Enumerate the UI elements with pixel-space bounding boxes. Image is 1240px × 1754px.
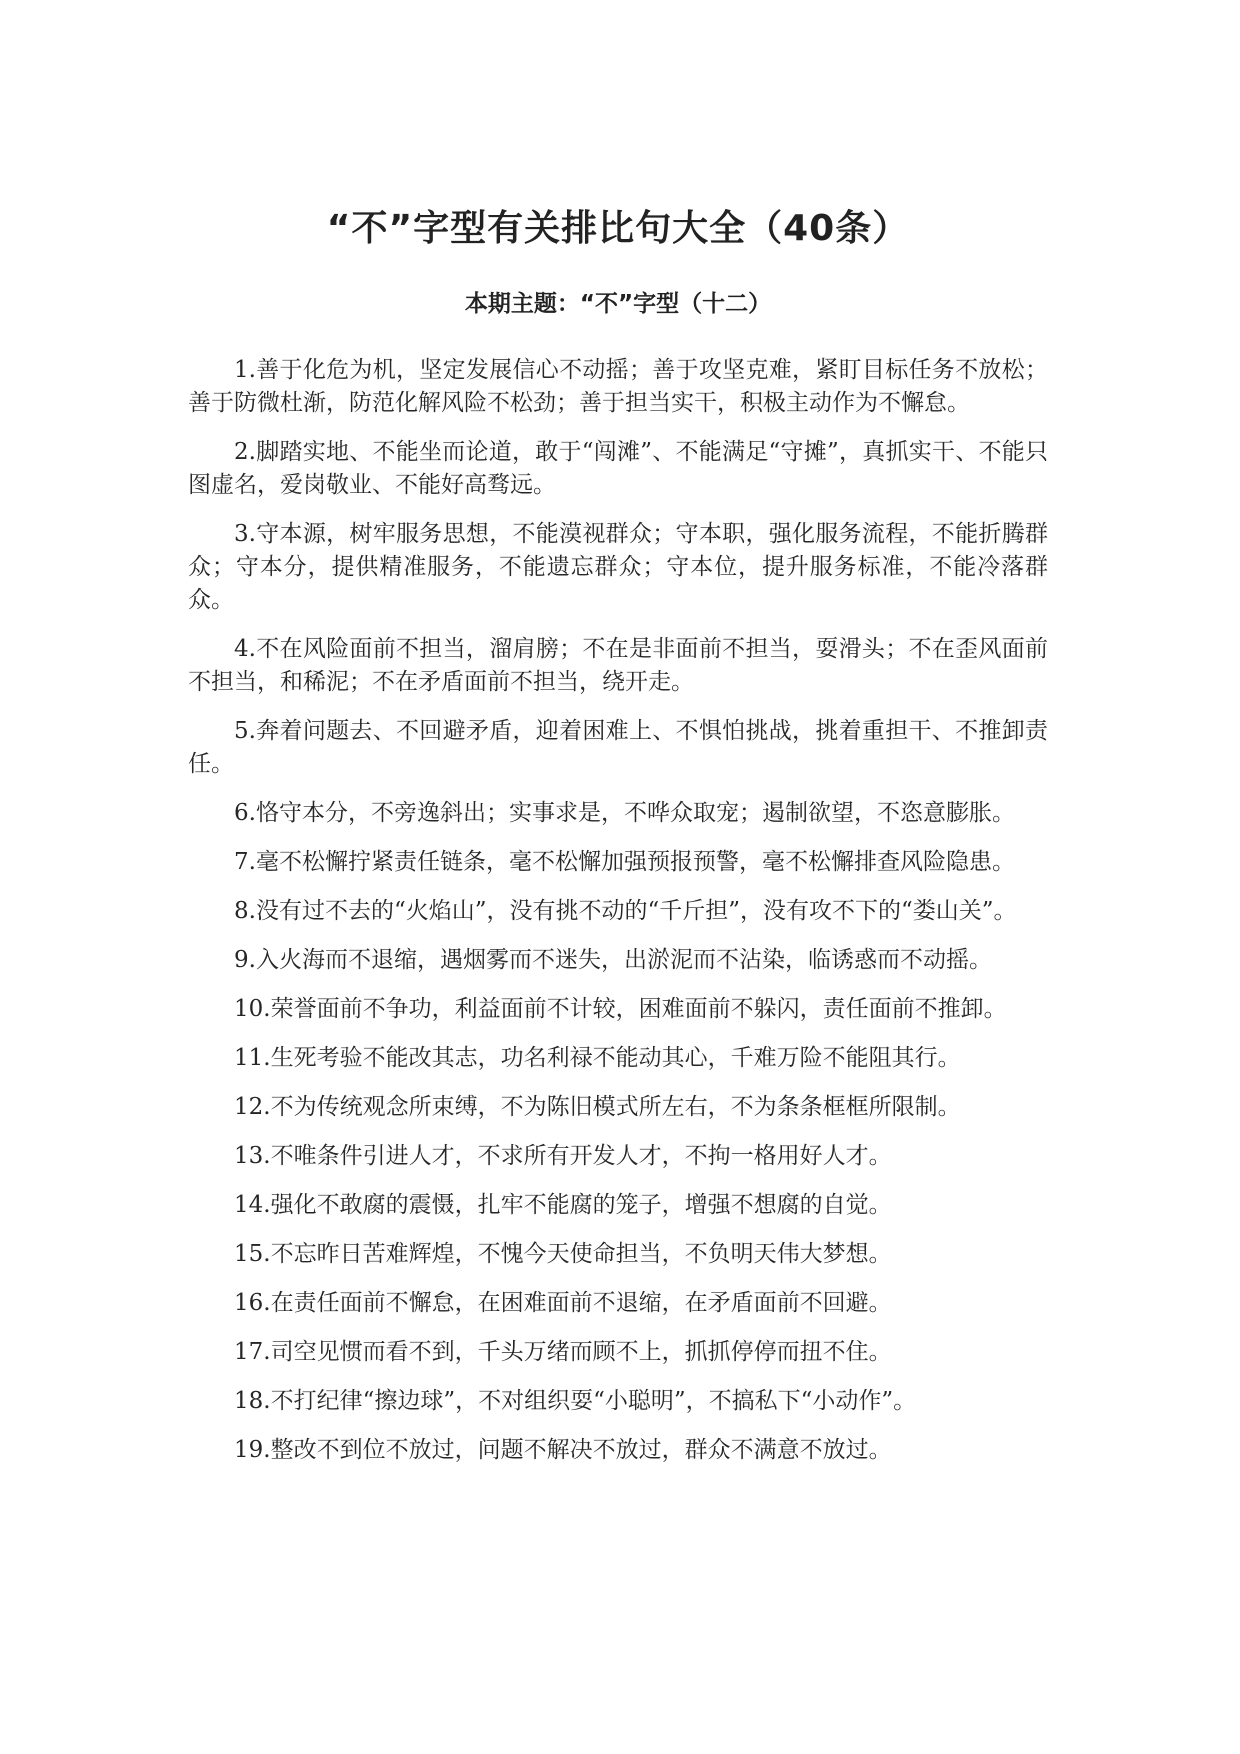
list-item: 8.没有过不去的“火焰山”，没有挑不动的“千斤担”，没有攻不下的“娄山关”。 — [234, 898, 1017, 924]
document-subtitle: 本期主题：“不”字型（十二） — [464, 291, 772, 317]
list-item: 12.不为传统观念所束缚，不为陈旧模式所左右，不为条条框框所限制。 — [234, 1094, 961, 1120]
list-item: 7.毫不松懈拧紧责任链条，毫不松懈加强预报预警，毫不松懈排查风险隐患。 — [234, 849, 1015, 875]
sentence-list — [188, 354, 1048, 1467]
list-item: 19.整改不到位不放过，问题不解决不放过，群众不满意不放过。 — [234, 1437, 892, 1463]
document-page — [188, 200, 1048, 1467]
list-item: 14.强化不敢腐的震慑，扎牢不能腐的笼子，增强不想腐的自觉。 — [234, 1192, 892, 1218]
list-item: 4.不在风险面前不担当，溜肩膀；不在是非面前不担当，耍滑头；不在歪风面前不担当，和稀泥；不在矛盾面前不担当，绕开走。 — [188, 636, 1048, 695]
list-item: 11.生死考验不能改其志，功名利禄不能动其心，千难万险不能阻其行。 — [234, 1045, 961, 1071]
list-item: 6.恪守本分，不旁逸斜出；实事求是，不哗众取宠；遏制欲望，不恣意膨胀。 — [234, 800, 1015, 826]
list-item: 17.司空见惯而看不到，千头万绪而顾不上，抓抓停停而扭不住。 — [234, 1339, 892, 1365]
list-item: 9.入火海而不退缩，遇烟雾而不迷失，出淤泥而不沾染，临诱惑而不动摇。 — [234, 947, 992, 973]
list-item: 16.在责任面前不懈怠，在困难面前不退缩，在矛盾面前不回避。 — [234, 1290, 892, 1316]
list-item: 5.奔着问题去、不回避矛盾，迎着困难上、不惧怕挑战，挑着重担干、不推卸责任。 — [188, 718, 1048, 777]
list-item: 2.脚踏实地、不能坐而论道，敢于“闯滩”、不能满足“守摊”，真抓实干、不能只图虚名，爱岗敬业、不能好高骛远。 — [188, 439, 1048, 498]
list-item: 18.不打纪律“擦边球”，不对组织耍“小聪明”，不搞私下“小动作”。 — [234, 1388, 917, 1414]
list-item: 1.善于化危为机，坚定发展信心不动摇；善于攻坚克难，紧盯目标任务不放松；善于防微杜渐，防范化解风险不松劲；善于担当实干，积极主动作为不懈怠。 — [188, 357, 1048, 416]
list-item: 10.荣誉面前不争功，利益面前不计较，困难面前不躲闪，责任面前不推卸。 — [234, 996, 1007, 1022]
list-item: 15.不忘昨日苦难辉煌，不愧今天使命担当，不负明天伟大梦想。 — [234, 1241, 892, 1267]
document-title: “不”字型有关排比句大全（40条） — [326, 208, 910, 249]
list-item: 3.守本源，树牢服务思想，不能漠视群众；守本职，强化服务流程，不能折腾群众；守本分，提供精准服务，不能遗忘群众；守本位，提升服务标准，不能冷落群众。 — [188, 521, 1048, 613]
list-item: 13.不唯条件引进人才，不求所有开发人才，不拘一格用好人才。 — [234, 1143, 892, 1169]
